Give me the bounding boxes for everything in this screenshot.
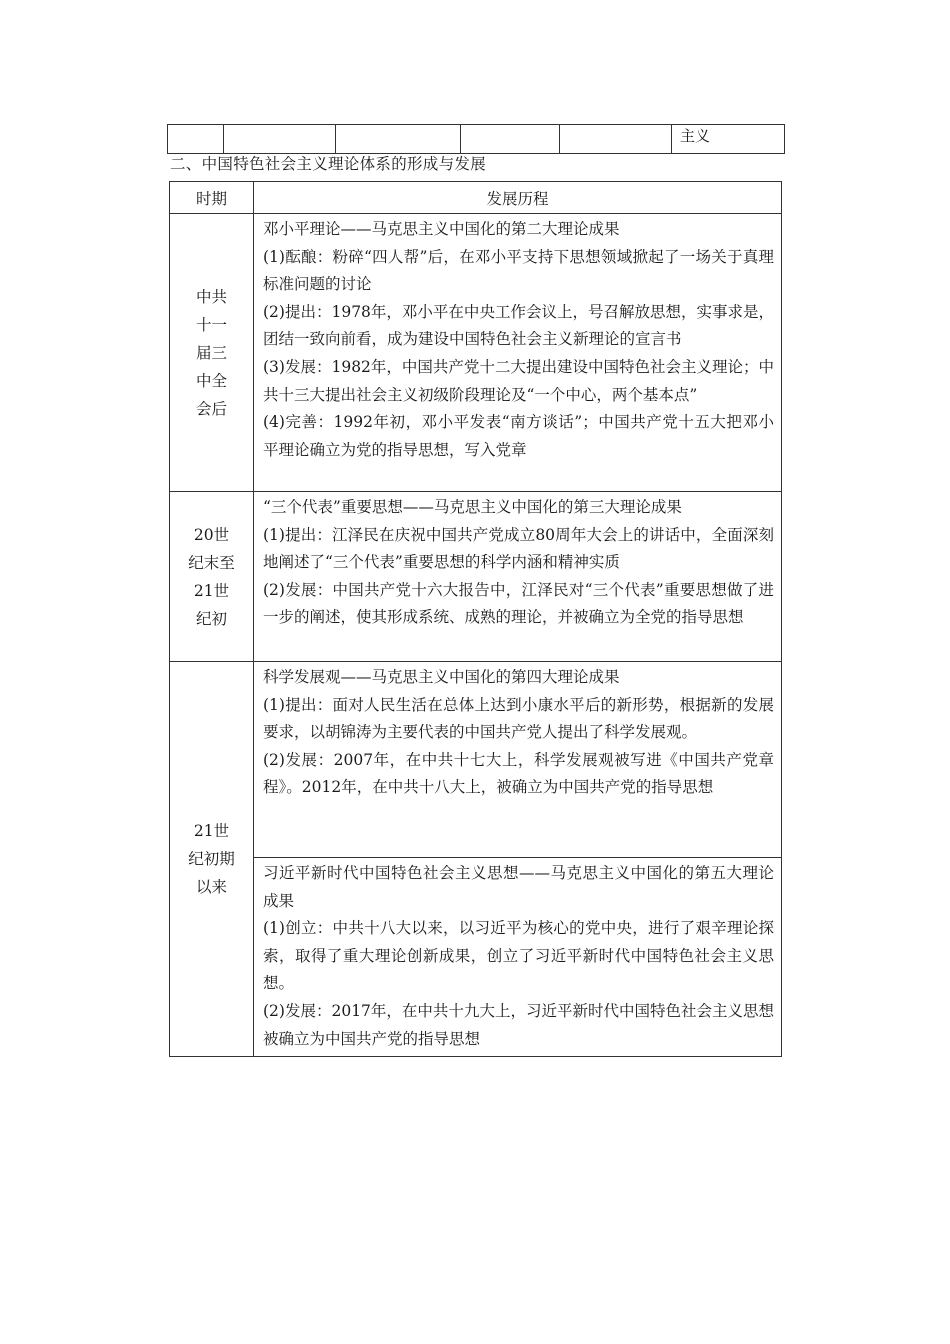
period-text: 20世	[193, 525, 230, 544]
history-item: (1)提出：面对人民生活在总体上达到小康水平后的新形势，根据新的发展要求，以胡锦涛为主要代表的中国共产党人提出了科学发展观。	[263, 695, 774, 742]
table-cell	[560, 125, 672, 154]
theory-title: 科学发展观——马克思主义中国化的第四大理论成果	[263, 668, 620, 686]
history-cell	[254, 492, 782, 662]
period-text: 中共	[195, 287, 227, 306]
period-text: 届三	[195, 343, 227, 362]
column-header-period: 时期	[170, 182, 254, 214]
period-text: 21世	[193, 822, 230, 841]
table-cell	[224, 125, 336, 154]
theory-development-table	[169, 181, 782, 1057]
table-row	[170, 662, 782, 858]
theory-title: 习近平新时代中国特色社会主义思想——马克思主义中国化的第五大理论成果	[263, 864, 774, 910]
history-item: (1)酝酿：粉碎“四人帮”后，在邓小平支持下思想领域掀起了一场关于真理标准问题的讨论	[263, 247, 774, 294]
history-item: (2)提出：1978年，邓小平在中央工作会议上，号召解放思想，实事求是，团结一致向前看，成为建设中国特色社会主义新理论的宣言书	[263, 302, 774, 349]
period-cell	[170, 662, 254, 1057]
history-item: (2)发展：中国共产党十六大报告中，江泽民对“三个代表”重要思想做了进一步的阐述，使其形成系统、成熟的理论，并被确立为全党的指导思想	[263, 580, 774, 627]
history-item: (2)发展：2017年，在中共十九大上，习近平新时代中国特色社会主义思想被确立为中国共产党的指导思想	[263, 1001, 774, 1048]
period-text: 十一	[195, 315, 227, 334]
period-text: 纪初期	[188, 850, 235, 869]
table-cell: 主义	[672, 125, 785, 154]
table-cell	[461, 125, 560, 154]
history-item: (4)完善：1992年初，邓小平发表“南方谈话”；中国共产党十五大把邓小平理论确立为党的指导思想，写入党章	[263, 413, 774, 459]
period-text: 纪初	[195, 609, 227, 628]
period-text: 会后	[195, 399, 227, 418]
theory-title: 邓小平理论——马克思主义中国化的第二大理论成果	[263, 220, 620, 238]
table-cell	[336, 125, 461, 154]
period-cell	[170, 492, 254, 662]
period-text: 中全	[195, 371, 227, 390]
column-header-history: 发展历程	[254, 182, 782, 214]
table-header-row	[170, 182, 782, 214]
history-item: (3)发展：1982年，中国共产党十二大提出建设中国特色社会主义理论；中共十三大提出社会主义初级阶段理论及“一个中心，两个基本点”	[263, 357, 774, 404]
table-cell	[168, 125, 224, 154]
history-cell	[254, 662, 782, 858]
history-cell	[254, 214, 782, 492]
table-row	[170, 214, 782, 492]
history-cell	[254, 858, 782, 1057]
history-item: (1)创立：中共十八大以来，以习近平为核心的党中央，进行了艰辛理论探索，取得了重大理论创新成果，创立了习近平新时代中国特色社会主义思想。	[263, 919, 774, 993]
theory-title: “三个代表”重要思想——马克思主义中国化的第三大理论成果	[263, 498, 682, 516]
period-text: 以来	[195, 878, 227, 897]
section-heading: 二、中国特色社会主义理论体系的形成与发展	[170, 155, 487, 173]
previous-table-fragment	[167, 124, 785, 154]
table-row	[170, 858, 782, 1057]
period-cell	[170, 214, 254, 492]
table-row	[170, 492, 782, 662]
period-text: 纪末至	[188, 553, 235, 572]
history-item: (2)发展：2007年，在中共十七大上，科学发展观被写进《中国共产党章程》。2012年，在中共十八大上，被确立为中国共产党的指导思想	[263, 750, 774, 797]
history-item: (1)提出：江泽民在庆祝中国共产党成立80周年大会上的讲话中，全面深刻地阐述了“三个代表”重要思想的科学内涵和精神实质	[263, 525, 774, 572]
period-text: 21世	[193, 581, 230, 600]
